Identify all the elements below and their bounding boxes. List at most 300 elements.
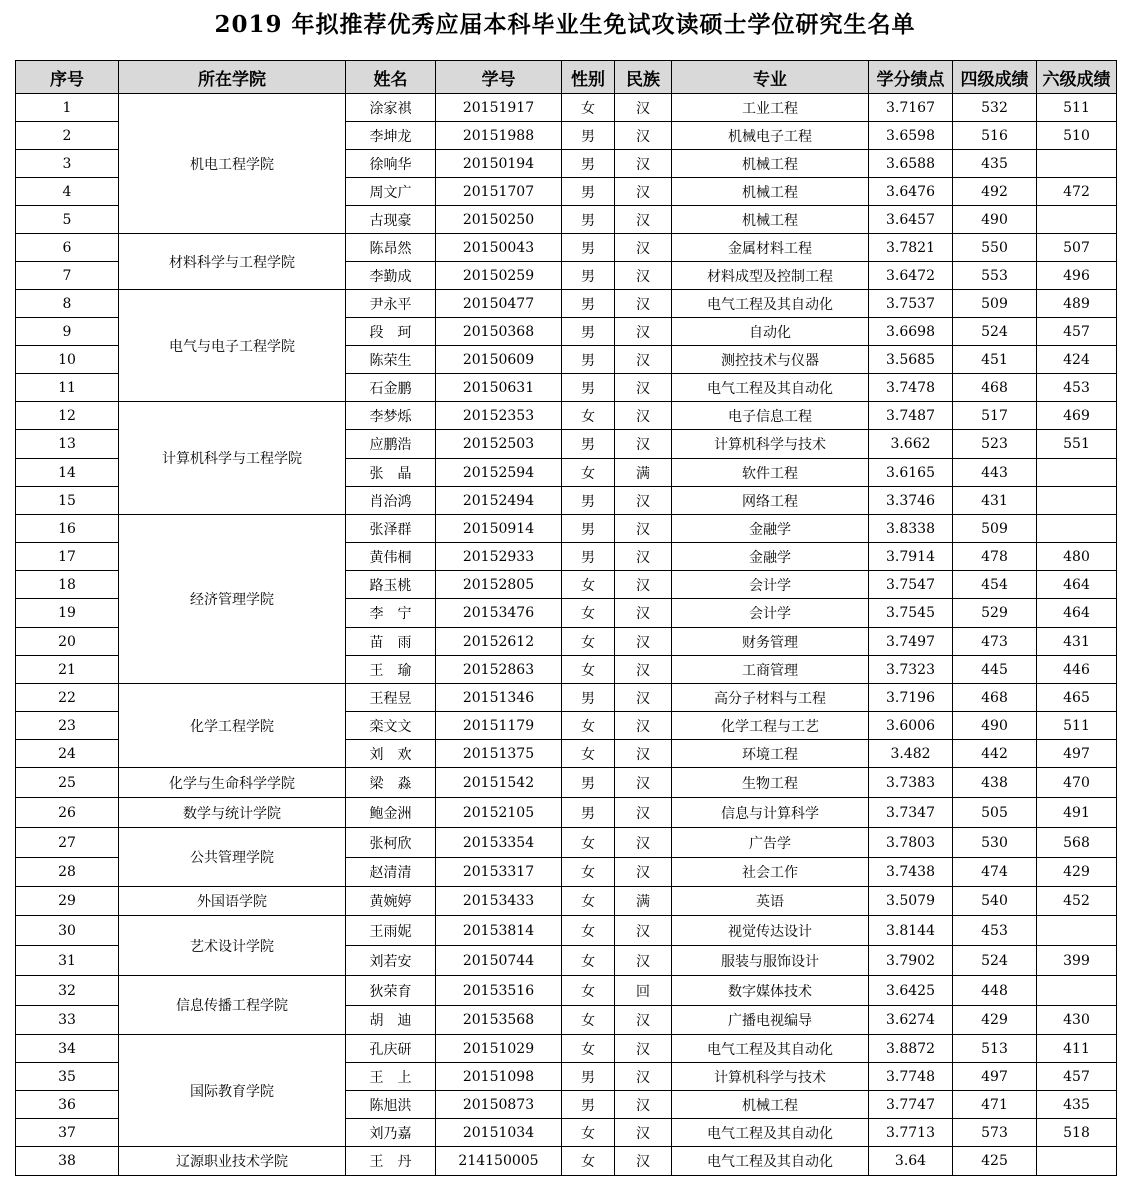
- student-id-cell: 20151917: [436, 94, 562, 122]
- major-cell: 英语: [672, 887, 869, 916]
- gpa-cell: 3.6006: [869, 712, 953, 740]
- name-cell: 古现豪: [346, 206, 436, 234]
- gpa-cell: 3.7545: [869, 599, 953, 628]
- student-id-cell: 20152503: [436, 430, 562, 459]
- ethnicity-cell: 汉: [615, 1035, 672, 1063]
- gender-cell: 女: [562, 858, 615, 887]
- cet6-score-cell: 464: [1037, 599, 1117, 628]
- gpa-cell: 3.6598: [869, 122, 953, 150]
- serial-number-cell: 19: [16, 599, 119, 628]
- name-cell: 李勤成: [346, 262, 436, 290]
- major-cell: 电气工程及其自动化: [672, 374, 869, 402]
- name-cell: 陈旭洪: [346, 1091, 436, 1119]
- table-row: [16, 828, 1117, 858]
- name-cell: 尹永平: [346, 290, 436, 318]
- major-cell: 服装与服饰设计: [672, 946, 869, 976]
- major-cell: 机械电子工程: [672, 122, 869, 150]
- gender-cell: 女: [562, 887, 615, 916]
- serial-number-cell: 13: [16, 430, 119, 459]
- name-cell: 陈荣生: [346, 346, 436, 374]
- serial-number-cell: 36: [16, 1091, 119, 1119]
- cet4-score-cell: 429: [953, 1006, 1037, 1035]
- major-cell: 社会工作: [672, 858, 869, 887]
- document-title: 2019 年拟推荐优秀应届本科毕业生免试攻读硕士学位研究生名单: [214, 11, 916, 38]
- student-id-cell: 20151542: [436, 768, 562, 798]
- major-cell: 数字媒体技术: [672, 976, 869, 1006]
- cet6-score-cell: 497: [1037, 740, 1117, 768]
- name-cell: 赵清清: [346, 858, 436, 887]
- gpa-cell: 3.7902: [869, 946, 953, 976]
- ethnicity-cell: 汉: [615, 712, 672, 740]
- serial-number-cell: 14: [16, 459, 119, 487]
- name-cell: 刘乃嘉: [346, 1119, 436, 1147]
- name-cell: 段 珂: [346, 318, 436, 346]
- cet6-score-cell: 510: [1037, 122, 1117, 150]
- serial-number-cell: 23: [16, 712, 119, 740]
- serial-number-cell: 29: [16, 887, 119, 916]
- student-id-cell: 20150194: [436, 150, 562, 178]
- cet4-score-cell: 490: [953, 712, 1037, 740]
- table-row: [16, 916, 1117, 946]
- cet6-score-cell: 399: [1037, 946, 1117, 976]
- gpa-cell: 3.6274: [869, 1006, 953, 1035]
- student-id-cell: 20152863: [436, 656, 562, 684]
- table-row: [16, 515, 1117, 543]
- gender-cell: 男: [562, 346, 615, 374]
- cet4-score-cell: 474: [953, 858, 1037, 887]
- cet4-score-cell: 517: [953, 402, 1037, 430]
- serial-number-cell: 33: [16, 1006, 119, 1035]
- student-id-cell: 20150914: [436, 515, 562, 543]
- header-cell: 专业: [672, 61, 869, 94]
- cet4-score-cell: 453: [953, 916, 1037, 946]
- gender-cell: 女: [562, 828, 615, 858]
- name-cell: 李坤龙: [346, 122, 436, 150]
- serial-number-cell: 16: [16, 515, 119, 543]
- serial-number-cell: 38: [16, 1147, 119, 1176]
- major-cell: 化学工程与工艺: [672, 712, 869, 740]
- student-id-cell: 20153814: [436, 916, 562, 946]
- table-row: [16, 798, 1117, 828]
- student-id-cell: 20151707: [436, 178, 562, 206]
- gpa-cell: 3.6425: [869, 976, 953, 1006]
- serial-number-cell: 28: [16, 858, 119, 887]
- name-cell: 张 晶: [346, 459, 436, 487]
- serial-number-cell: 5: [16, 206, 119, 234]
- name-cell: 应鹏浩: [346, 430, 436, 459]
- ethnicity-cell: 汉: [615, 946, 672, 976]
- major-cell: 电气工程及其自动化: [672, 1147, 869, 1176]
- table-row: [16, 1035, 1117, 1063]
- serial-number-cell: 11: [16, 374, 119, 402]
- gpa-cell: 3.6457: [869, 206, 953, 234]
- name-cell: 李梦烁: [346, 402, 436, 430]
- cet4-score-cell: 497: [953, 1063, 1037, 1091]
- college-cell: 经济管理学院: [119, 515, 346, 684]
- gpa-cell: 3.7383: [869, 768, 953, 798]
- serial-number-cell: 6: [16, 234, 119, 262]
- cet6-score-cell: 453: [1037, 374, 1117, 402]
- serial-number-cell: 32: [16, 976, 119, 1006]
- gender-cell: 女: [562, 1035, 615, 1063]
- ethnicity-cell: 汉: [615, 628, 672, 656]
- gender-cell: 女: [562, 599, 615, 628]
- major-cell: 环境工程: [672, 740, 869, 768]
- header-cell: 民族: [615, 61, 672, 94]
- ethnicity-cell: 满: [615, 887, 672, 916]
- gpa-cell: 3.7914: [869, 543, 953, 571]
- gender-cell: 女: [562, 628, 615, 656]
- table-row: [16, 234, 1117, 262]
- ethnicity-cell: 汉: [615, 656, 672, 684]
- gpa-cell: 3.6165: [869, 459, 953, 487]
- ethnicity-cell: 汉: [615, 290, 672, 318]
- major-cell: 视觉传达设计: [672, 916, 869, 946]
- ethnicity-cell: 汉: [615, 1006, 672, 1035]
- name-cell: 肖治鸿: [346, 487, 436, 515]
- header-cell: 性别: [562, 61, 615, 94]
- cet6-score-cell: 470: [1037, 768, 1117, 798]
- ethnicity-cell: 汉: [615, 768, 672, 798]
- serial-number-cell: 21: [16, 656, 119, 684]
- ethnicity-cell: 汉: [615, 798, 672, 828]
- ethnicity-cell: 汉: [615, 206, 672, 234]
- major-cell: 电气工程及其自动化: [672, 1035, 869, 1063]
- name-cell: 李 宁: [346, 599, 436, 628]
- major-cell: 计算机科学与技术: [672, 430, 869, 459]
- gpa-cell: 3.7438: [869, 858, 953, 887]
- gender-cell: 男: [562, 178, 615, 206]
- gender-cell: 女: [562, 1006, 615, 1035]
- major-cell: 广告学: [672, 828, 869, 858]
- major-cell: 机械工程: [672, 1091, 869, 1119]
- college-cell: 数学与统计学院: [119, 798, 346, 828]
- student-id-cell: 20151375: [436, 740, 562, 768]
- student-id-cell: 20152353: [436, 402, 562, 430]
- student-id-cell: 20152805: [436, 571, 562, 599]
- cet4-score-cell: 451: [953, 346, 1037, 374]
- cet6-score-cell: 457: [1037, 1063, 1117, 1091]
- gender-cell: 女: [562, 740, 615, 768]
- cet6-score-cell: 507: [1037, 234, 1117, 262]
- gender-cell: 男: [562, 374, 615, 402]
- gpa-cell: 3.5685: [869, 346, 953, 374]
- cet4-score-cell: 573: [953, 1119, 1037, 1147]
- ethnicity-cell: 汉: [615, 122, 672, 150]
- college-cell: 化学与生命科学学院: [119, 768, 346, 798]
- cet6-score-cell: [1037, 1147, 1117, 1176]
- serial-number-cell: 18: [16, 571, 119, 599]
- name-cell: 路玉桃: [346, 571, 436, 599]
- header-cell: 六级成绩: [1037, 61, 1117, 94]
- gender-cell: 男: [562, 1091, 615, 1119]
- cet6-score-cell: 430: [1037, 1006, 1117, 1035]
- student-id-cell: 20151179: [436, 712, 562, 740]
- name-cell: 王 丹: [346, 1147, 436, 1176]
- name-cell: 张泽群: [346, 515, 436, 543]
- major-cell: 会计学: [672, 599, 869, 628]
- serial-number-cell: 26: [16, 798, 119, 828]
- college-cell: 公共管理学院: [119, 828, 346, 887]
- cet4-score-cell: 431: [953, 487, 1037, 515]
- serial-number-cell: 17: [16, 543, 119, 571]
- gender-cell: 女: [562, 571, 615, 599]
- name-cell: 孔庆研: [346, 1035, 436, 1063]
- name-cell: 涂家祺: [346, 94, 436, 122]
- table-row: [16, 290, 1117, 318]
- cet4-score-cell: 468: [953, 684, 1037, 712]
- cet6-score-cell: 435: [1037, 1091, 1117, 1119]
- student-id-cell: 20150477: [436, 290, 562, 318]
- cet4-score-cell: 435: [953, 150, 1037, 178]
- header-cell: 姓名: [346, 61, 436, 94]
- cet6-score-cell: [1037, 150, 1117, 178]
- student-id-cell: 20153433: [436, 887, 562, 916]
- name-cell: 张柯欣: [346, 828, 436, 858]
- ethnicity-cell: 汉: [615, 374, 672, 402]
- gpa-cell: 3.7478: [869, 374, 953, 402]
- gpa-cell: 3.6476: [869, 178, 953, 206]
- student-id-cell: 20151988: [436, 122, 562, 150]
- ethnicity-cell: 汉: [615, 234, 672, 262]
- student-id-cell: 20152612: [436, 628, 562, 656]
- major-cell: 电子信息工程: [672, 402, 869, 430]
- cet4-score-cell: 516: [953, 122, 1037, 150]
- name-cell: 鲍金洲: [346, 798, 436, 828]
- major-cell: 信息与计算科学: [672, 798, 869, 828]
- college-cell: 机电工程学院: [119, 94, 346, 234]
- gender-cell: 男: [562, 122, 615, 150]
- serial-number-cell: 1: [16, 94, 119, 122]
- major-cell: 工业工程: [672, 94, 869, 122]
- gender-cell: 女: [562, 656, 615, 684]
- gpa-cell: 3.7347: [869, 798, 953, 828]
- cet6-score-cell: [1037, 206, 1117, 234]
- cet6-score-cell: 518: [1037, 1119, 1117, 1147]
- serial-number-cell: 22: [16, 684, 119, 712]
- ethnicity-cell: 汉: [615, 571, 672, 599]
- cet6-score-cell: 429: [1037, 858, 1117, 887]
- serial-number-cell: 27: [16, 828, 119, 858]
- ethnicity-cell: 汉: [615, 1091, 672, 1119]
- ethnicity-cell: 汉: [615, 402, 672, 430]
- gender-cell: 女: [562, 459, 615, 487]
- header-row: [16, 61, 1117, 94]
- gpa-cell: 3.7547: [869, 571, 953, 599]
- serial-number-cell: 15: [16, 487, 119, 515]
- cet4-score-cell: 492: [953, 178, 1037, 206]
- major-cell: 机械工程: [672, 150, 869, 178]
- major-cell: 电气工程及其自动化: [672, 290, 869, 318]
- serial-number-cell: 12: [16, 402, 119, 430]
- name-cell: 石金鹏: [346, 374, 436, 402]
- gpa-cell: 3.7323: [869, 656, 953, 684]
- cet4-score-cell: 509: [953, 515, 1037, 543]
- serial-number-cell: 30: [16, 916, 119, 946]
- cet6-score-cell: [1037, 487, 1117, 515]
- major-cell: 网络工程: [672, 487, 869, 515]
- gpa-cell: 3.7713: [869, 1119, 953, 1147]
- ethnicity-cell: 汉: [615, 1119, 672, 1147]
- cet6-score-cell: 568: [1037, 828, 1117, 858]
- ethnicity-cell: 汉: [615, 740, 672, 768]
- name-cell: 栾文文: [346, 712, 436, 740]
- serial-number-cell: 34: [16, 1035, 119, 1063]
- name-cell: 黄伟桐: [346, 543, 436, 571]
- recommendation-table: [15, 60, 1117, 1176]
- name-cell: 梁 淼: [346, 768, 436, 798]
- college-cell: 辽源职业技术学院: [119, 1147, 346, 1176]
- name-cell: 刘若安: [346, 946, 436, 976]
- ethnicity-cell: 汉: [615, 346, 672, 374]
- gpa-cell: 3.7497: [869, 628, 953, 656]
- student-id-cell: 20150259: [436, 262, 562, 290]
- cet4-score-cell: 523: [953, 430, 1037, 459]
- cet4-score-cell: 532: [953, 94, 1037, 122]
- major-cell: 金融学: [672, 543, 869, 571]
- cet6-score-cell: [1037, 459, 1117, 487]
- cet6-score-cell: 480: [1037, 543, 1117, 571]
- gpa-cell: 3.7167: [869, 94, 953, 122]
- student-id-cell: 20153354: [436, 828, 562, 858]
- cet4-score-cell: 513: [953, 1035, 1037, 1063]
- gpa-cell: 3.8338: [869, 515, 953, 543]
- ethnicity-cell: 汉: [615, 858, 672, 887]
- cet6-score-cell: 465: [1037, 684, 1117, 712]
- ethnicity-cell: 汉: [615, 430, 672, 459]
- gender-cell: 男: [562, 768, 615, 798]
- gpa-cell: 3.7537: [869, 290, 953, 318]
- cet4-score-cell: 468: [953, 374, 1037, 402]
- header-cell: 学分绩点: [869, 61, 953, 94]
- cet6-score-cell: [1037, 916, 1117, 946]
- serial-number-cell: 35: [16, 1063, 119, 1091]
- ethnicity-cell: 汉: [615, 599, 672, 628]
- cet6-score-cell: 511: [1037, 94, 1117, 122]
- gender-cell: 男: [562, 487, 615, 515]
- student-id-cell: 20150250: [436, 206, 562, 234]
- table-row: [16, 768, 1117, 798]
- gender-cell: 男: [562, 1063, 615, 1091]
- student-id-cell: 20150631: [436, 374, 562, 402]
- college-cell: 信息传播工程学院: [119, 976, 346, 1035]
- serial-number-cell: 20: [16, 628, 119, 656]
- cet4-score-cell: 505: [953, 798, 1037, 828]
- cet6-score-cell: 472: [1037, 178, 1117, 206]
- major-cell: 财务管理: [672, 628, 869, 656]
- gender-cell: 男: [562, 515, 615, 543]
- gender-cell: 女: [562, 712, 615, 740]
- serial-number-cell: 2: [16, 122, 119, 150]
- gender-cell: 男: [562, 543, 615, 571]
- student-id-cell: 20150873: [436, 1091, 562, 1119]
- serial-number-cell: 9: [16, 318, 119, 346]
- student-id-cell: 20151098: [436, 1063, 562, 1091]
- student-id-cell: 20153476: [436, 599, 562, 628]
- name-cell: 王雨妮: [346, 916, 436, 946]
- gpa-cell: 3.662: [869, 430, 953, 459]
- student-id-cell: 20151029: [436, 1035, 562, 1063]
- major-cell: 材料成型及控制工程: [672, 262, 869, 290]
- name-cell: 苗 雨: [346, 628, 436, 656]
- cet4-score-cell: 454: [953, 571, 1037, 599]
- gpa-cell: 3.7196: [869, 684, 953, 712]
- cet6-score-cell: 452: [1037, 887, 1117, 916]
- name-cell: 王程昱: [346, 684, 436, 712]
- major-cell: 广播电视编导: [672, 1006, 869, 1035]
- gpa-cell: 3.5079: [869, 887, 953, 916]
- major-cell: 生物工程: [672, 768, 869, 798]
- cet4-score-cell: 524: [953, 946, 1037, 976]
- cet4-score-cell: 490: [953, 206, 1037, 234]
- cet6-score-cell: 491: [1037, 798, 1117, 828]
- student-id-cell: 20153317: [436, 858, 562, 887]
- serial-number-cell: 25: [16, 768, 119, 798]
- gpa-cell: 3.7821: [869, 234, 953, 262]
- name-cell: 周文广: [346, 178, 436, 206]
- gender-cell: 女: [562, 1119, 615, 1147]
- gender-cell: 男: [562, 290, 615, 318]
- gpa-cell: 3.3746: [869, 487, 953, 515]
- cet4-score-cell: 509: [953, 290, 1037, 318]
- student-id-cell: 20150609: [436, 346, 562, 374]
- ethnicity-cell: 汉: [615, 1147, 672, 1176]
- gender-cell: 男: [562, 206, 615, 234]
- table-row: [16, 976, 1117, 1006]
- gender-cell: 男: [562, 234, 615, 262]
- cet4-score-cell: 478: [953, 543, 1037, 571]
- gender-cell: 女: [562, 402, 615, 430]
- student-id-cell: 20153568: [436, 1006, 562, 1035]
- gender-cell: 男: [562, 262, 615, 290]
- gpa-cell: 3.64: [869, 1147, 953, 1176]
- gpa-cell: 3.6588: [869, 150, 953, 178]
- cet4-score-cell: 443: [953, 459, 1037, 487]
- table-body: [16, 94, 1117, 1176]
- header-cell: 序号: [16, 61, 119, 94]
- gender-cell: 女: [562, 946, 615, 976]
- table-row: [16, 887, 1117, 916]
- college-cell: 国际教育学院: [119, 1035, 346, 1147]
- gender-cell: 女: [562, 94, 615, 122]
- gender-cell: 女: [562, 916, 615, 946]
- gender-cell: 男: [562, 684, 615, 712]
- gender-cell: 女: [562, 976, 615, 1006]
- name-cell: 徐响华: [346, 150, 436, 178]
- table-row: [16, 402, 1117, 430]
- name-cell: 黄婉婷: [346, 887, 436, 916]
- cet4-score-cell: 473: [953, 628, 1037, 656]
- major-cell: 高分子材料与工程: [672, 684, 869, 712]
- major-cell: 机械工程: [672, 206, 869, 234]
- ethnicity-cell: 回: [615, 976, 672, 1006]
- serial-number-cell: 3: [16, 150, 119, 178]
- major-cell: 机械工程: [672, 178, 869, 206]
- gpa-cell: 3.8872: [869, 1035, 953, 1063]
- gender-cell: 男: [562, 318, 615, 346]
- gpa-cell: 3.6472: [869, 262, 953, 290]
- serial-number-cell: 8: [16, 290, 119, 318]
- cet4-score-cell: 553: [953, 262, 1037, 290]
- cet4-score-cell: 448: [953, 976, 1037, 1006]
- ethnicity-cell: 汉: [615, 94, 672, 122]
- cet6-score-cell: 431: [1037, 628, 1117, 656]
- cet6-score-cell: 511: [1037, 712, 1117, 740]
- student-id-cell: 20151346: [436, 684, 562, 712]
- cet4-score-cell: 540: [953, 887, 1037, 916]
- name-cell: 王 上: [346, 1063, 436, 1091]
- cet6-score-cell: 457: [1037, 318, 1117, 346]
